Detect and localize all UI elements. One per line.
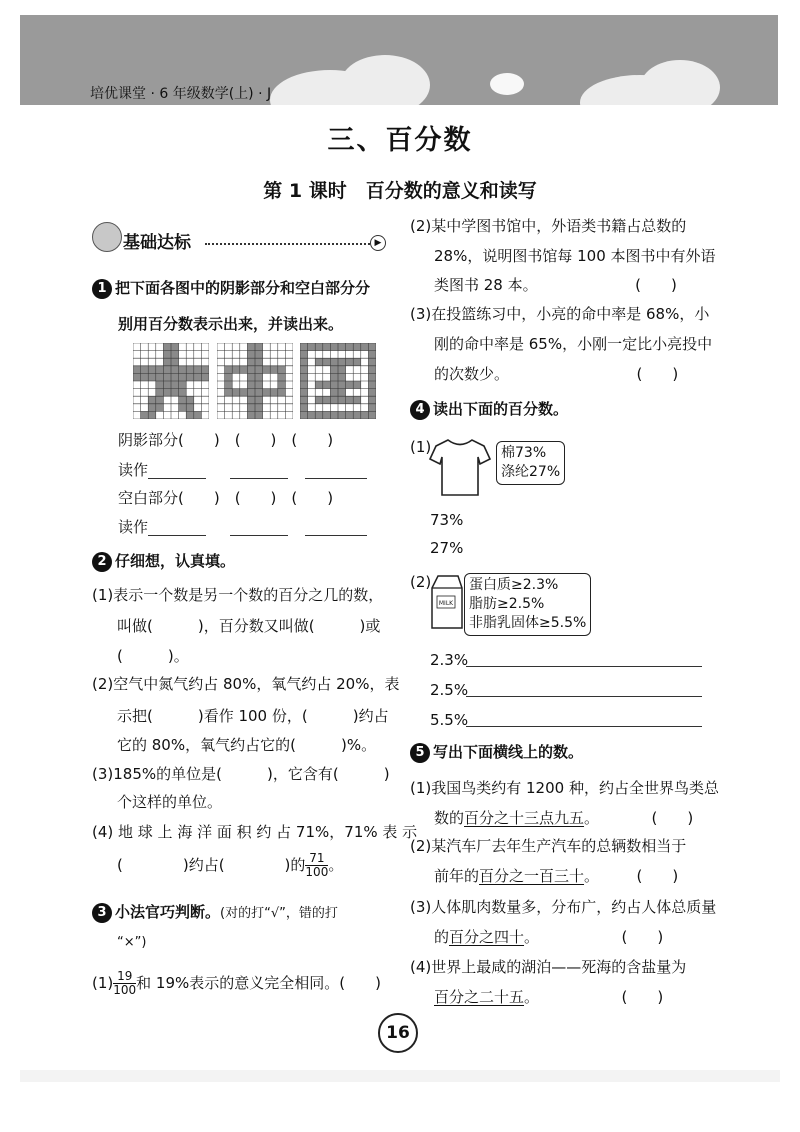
q3-note-cont: “×”) — [117, 935, 147, 950]
section-divider — [205, 243, 370, 245]
q5-item4-b: 百分之二十五。 ( ) — [434, 988, 664, 1006]
cloud-shape — [640, 60, 720, 105]
q1-shaded-row: 阴影部分( ) ( ) ( ) — [118, 431, 334, 449]
answer-line[interactable] — [466, 726, 702, 727]
q4-value-27: 27% — [430, 539, 464, 557]
q2-item2-a: (2)空气中氮气约占 80%，氧气约占 20%，表 — [92, 675, 400, 693]
footer-bar — [20, 1070, 780, 1082]
q4-value-5-5: 5.5% — [430, 711, 469, 729]
page-title: 三、百分数 — [327, 125, 473, 156]
q1-read-row-1: 读作 — [118, 461, 149, 479]
q2-heading: 2 仔细想，认真填。 — [92, 551, 235, 572]
q4-value-73: 73% — [430, 511, 464, 529]
q3-item2-b: 28%，说明图书馆每 100 本图书中有外语 — [434, 247, 716, 265]
q5-item1-b: 数的百分之十三点九五。 ( ) — [434, 809, 694, 827]
q3-item3-a: (3)在投篮练习中，小亮的命中率是 68%，小 — [410, 305, 710, 323]
q5-item3-a: (3)人体肌肉数量多，分布广，约占人体总质量 — [410, 898, 717, 916]
q1-blank-row: 空白部分( ) ( ) ( ) — [118, 489, 334, 507]
grid-zhong — [217, 343, 293, 419]
q2-item3-a: (3)185%的单位是( )，它含有( ) — [92, 765, 390, 783]
q3-item2-a: (2)某中学图书馆中，外语类书籍占总数的 — [410, 217, 687, 235]
q5-item2-b: 前年的百分之一百三十。 ( ) — [434, 867, 679, 885]
q5-item4-a: (4)世界上最咸的湖泊——死海的含盐量为 — [410, 958, 687, 976]
q2-item1-b: 叫做( )，百分数又叫做( )或 — [117, 617, 381, 635]
answer-blank[interactable] — [305, 478, 367, 479]
bird-icon — [490, 73, 524, 95]
bear-mascot-icon — [92, 222, 122, 252]
answer-blank[interactable] — [230, 535, 288, 536]
q2-item2-c: 它的 80%，氧气约占它的( )%。 — [117, 736, 377, 754]
q2-item3-b: 个这样的单位。 — [117, 793, 223, 811]
milk-tag: 蛋白质≥2.3% 脂肪≥2.5% 非脂乳固体≥5.5% — [464, 573, 591, 636]
q3-item2-c: 类图书 28 本。 ( ) — [434, 276, 677, 294]
grid-guo — [300, 343, 376, 419]
tshirt-icon — [428, 437, 492, 499]
q1-line2: 别用百分数表示出来，并读出来。 — [118, 315, 344, 333]
q4-value-2-3: 2.3% — [430, 651, 469, 669]
q2-item1-a: (1)表示一个数是另一个数的百分之几的数， — [92, 586, 384, 604]
q2-item4-a: (4) 地 球 上 海 洋 面 积 约 占 71%，71% 表 示 — [92, 823, 418, 841]
q4-p2-label: (2) — [410, 573, 432, 591]
q4-value-2-5: 2.5% — [430, 681, 469, 699]
series-label: 培优课堂 · 6 年级数学(上) · J — [90, 86, 272, 102]
answer-blank[interactable] — [148, 535, 206, 536]
answer-blank[interactable] — [148, 478, 206, 479]
q5-item3-b: 的百分之四十。 ( ) — [434, 928, 664, 946]
grid-da — [133, 343, 209, 419]
answer-line[interactable] — [466, 666, 702, 667]
section-label: 基础达标 — [123, 233, 191, 253]
fraction: $\frac{19}{100}$ — [113, 969, 137, 997]
milk-carton-icon — [428, 574, 464, 630]
answer-blank[interactable] — [305, 535, 367, 536]
q2-item2-b: 示把( )看作 100 份，( )约占 — [117, 707, 389, 725]
q5-heading: 5 写出下面横线上的数。 — [410, 742, 583, 763]
q2-item1-c: ( )。 — [117, 647, 189, 665]
milk-label-text: MILK — [438, 600, 454, 607]
q5-item1-a: (1)我国鸟类约有 1200 种，约占全世界鸟类总 — [410, 779, 719, 797]
lesson-subtitle: 第 1 课时 百分数的意义和读写 — [263, 180, 537, 202]
page-number: 16 — [378, 1013, 418, 1053]
q3-item3-b: 刚的命中率是 65%，小刚一定比小亮投中 — [434, 335, 713, 353]
q2-item4-b: ( )约占( )的 $\frac{71}{100}$ 。 — [117, 851, 344, 879]
q3-heading: 3 小法官巧判断。(对的打“√”，错的打 — [92, 902, 338, 924]
answer-blank[interactable] — [230, 478, 288, 479]
q5-item2-a: (2)某汽车厂去年生产汽车的总辆数相当于 — [410, 837, 687, 855]
play-arrow-icon: ▶ — [370, 235, 386, 251]
fraction: $\frac{71}{100}$ — [305, 851, 329, 879]
shirt-tag: 棉73% 涤纶27% — [496, 441, 565, 485]
q3-item3-c: 的次数少。 ( ) — [434, 365, 679, 383]
q3-item1: (1) $\frac{19}{100}$ 和 19%表示的意义完全相同。( ) — [92, 969, 381, 997]
q1-read-row-2: 读作 — [118, 518, 149, 536]
answer-line[interactable] — [466, 696, 702, 697]
q4-p1-label: (1) — [410, 438, 432, 456]
cloud-shape — [340, 55, 430, 105]
q4-heading: 4 读出下面的百分数。 — [410, 399, 568, 420]
q1-number: 1 — [92, 279, 112, 299]
q1-line1: 1 把下面各图中的阴影部分和空白部分分 — [92, 278, 370, 299]
